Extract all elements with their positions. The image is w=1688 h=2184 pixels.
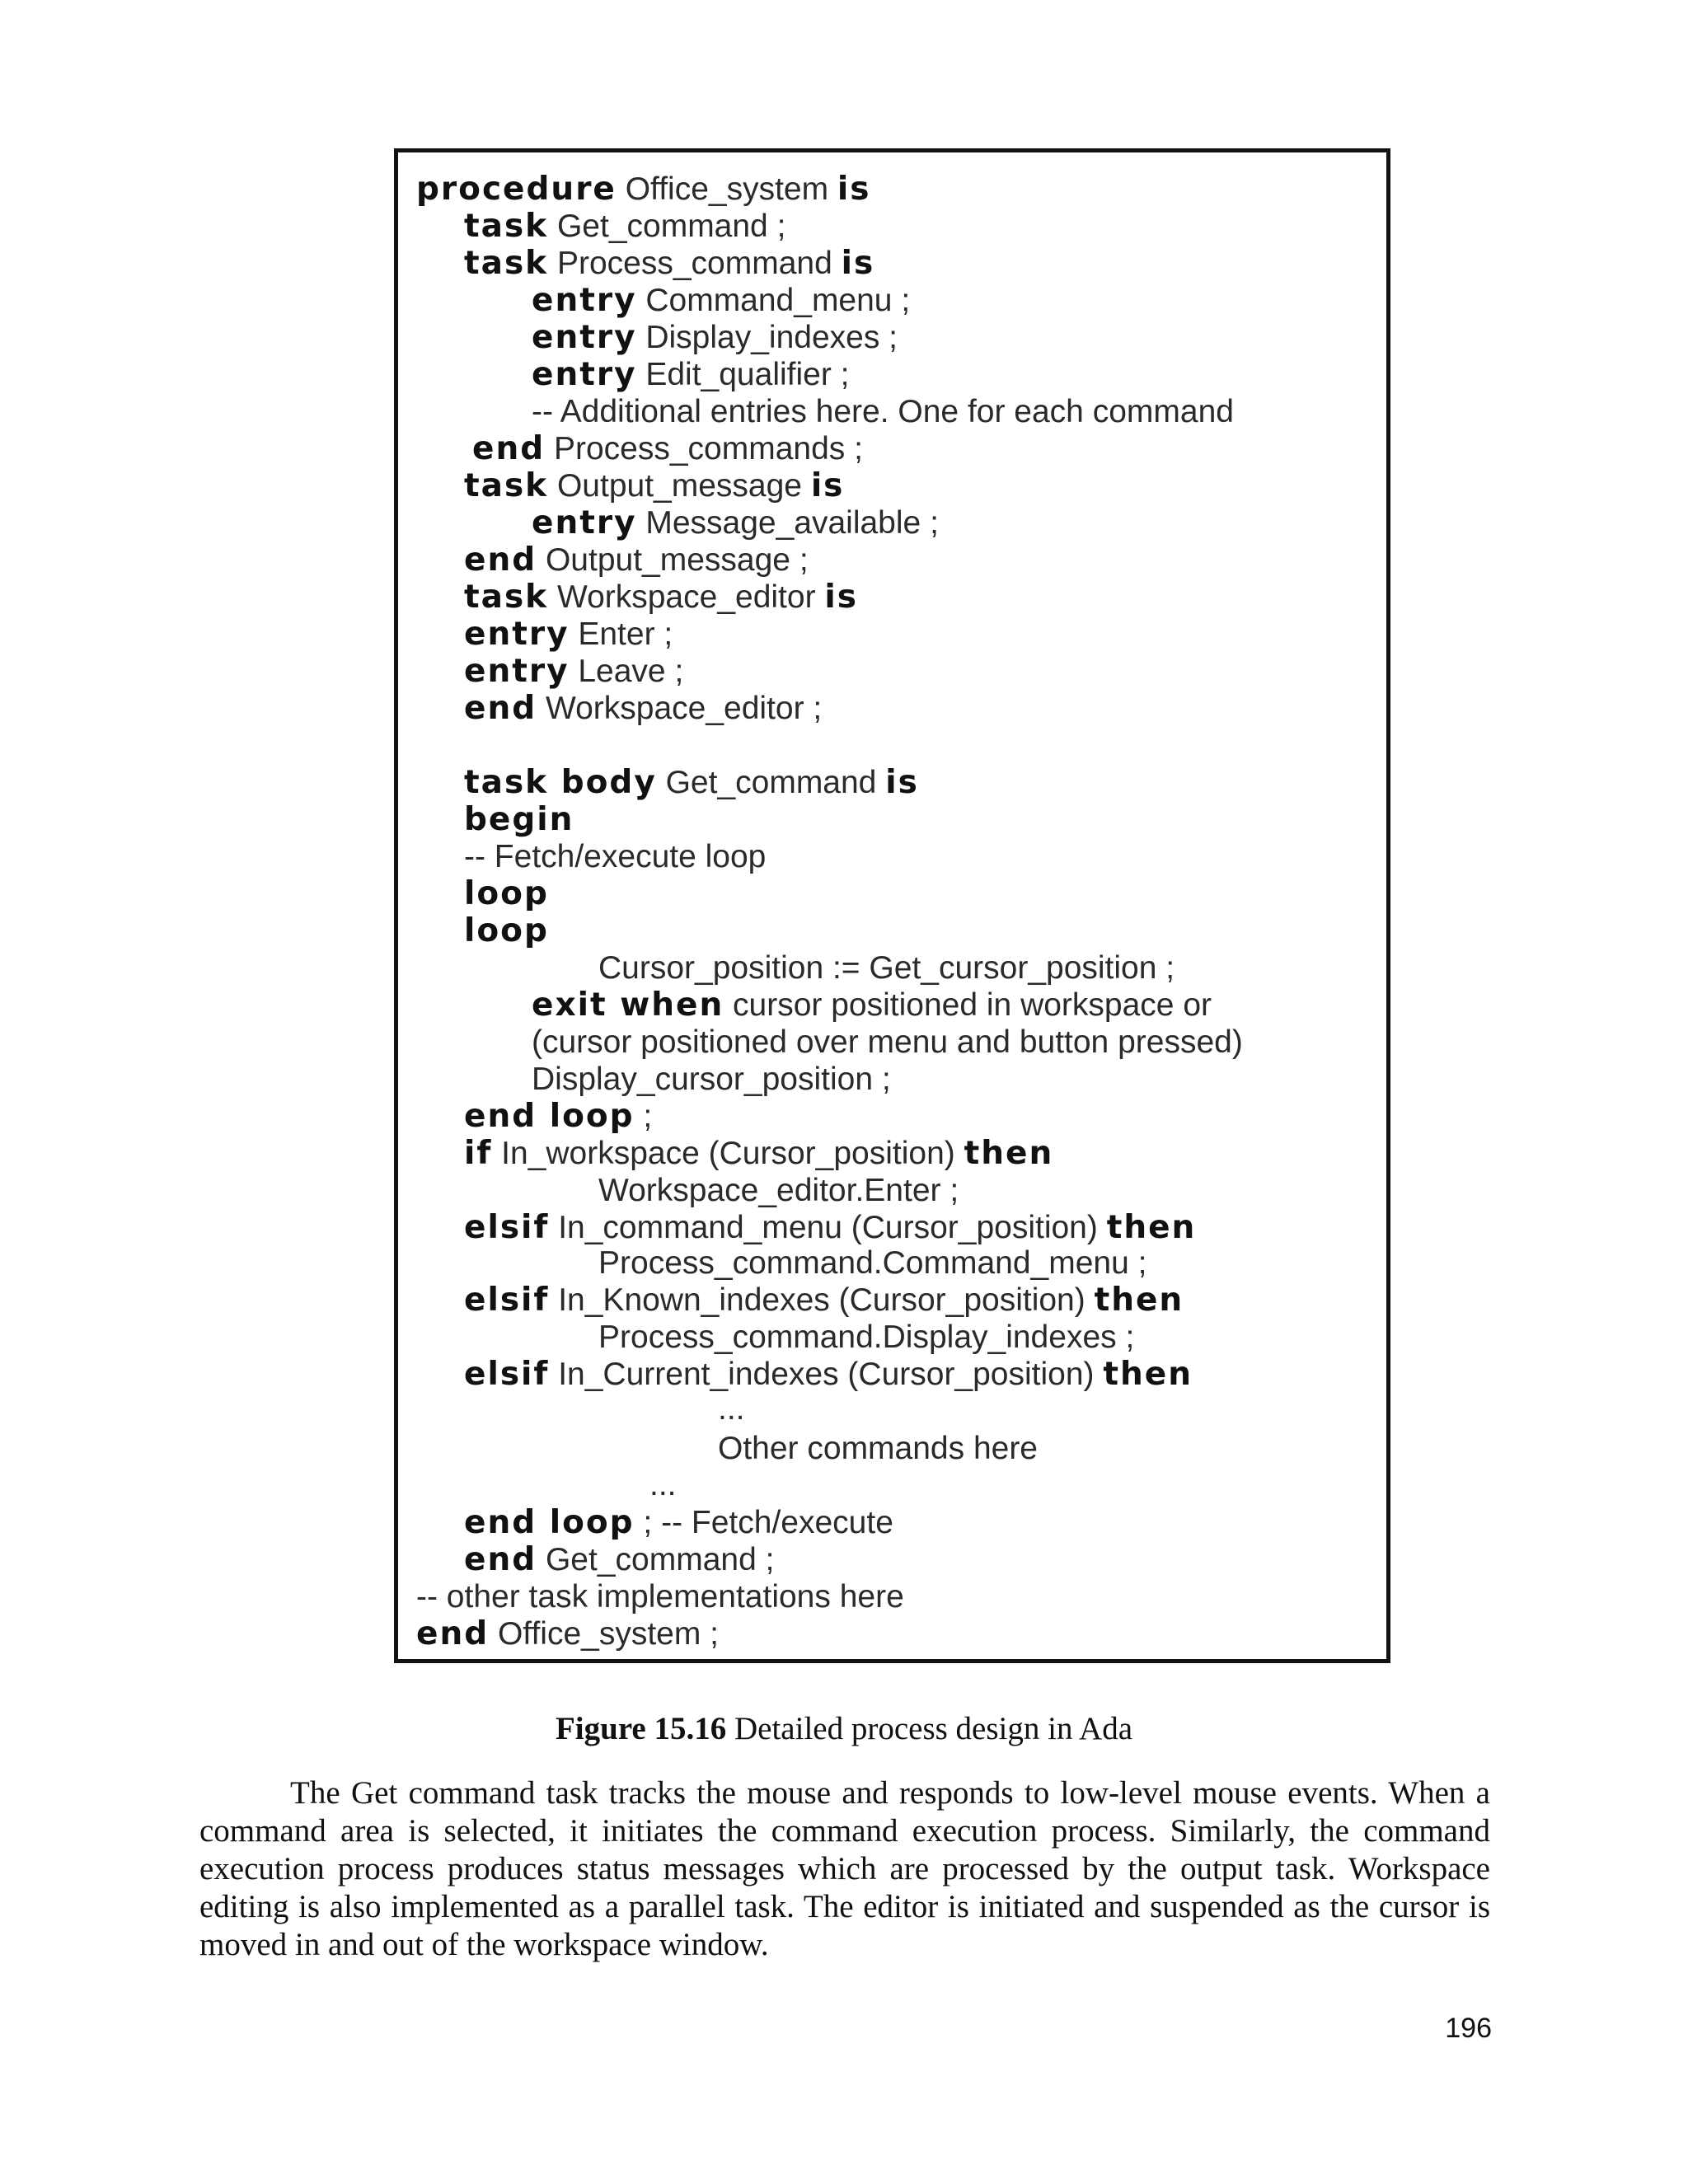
code-line xyxy=(416,1578,904,1615)
code-line xyxy=(598,1319,1134,1356)
code-text: Output_message ; xyxy=(537,542,809,578)
code-line xyxy=(598,949,1175,987)
code-line xyxy=(464,1504,893,1541)
code-text: Workspace_editor xyxy=(548,579,825,615)
code-keyword: then xyxy=(1103,1356,1193,1393)
code-line xyxy=(472,430,863,467)
code-text: Display_cursor_position ; xyxy=(532,1062,891,1097)
code-line xyxy=(464,541,809,579)
code-keyword: entry xyxy=(532,504,637,541)
code-keyword: exit when xyxy=(532,987,724,1024)
figure-caption-text: Detailed process design in Ada xyxy=(726,1711,1133,1746)
code-line xyxy=(416,1615,719,1652)
code-text: ; xyxy=(634,1099,653,1134)
code-text: (cursor positioned over menu and button pressed) xyxy=(532,1024,1243,1060)
code-line xyxy=(532,282,910,319)
code-keyword: entry xyxy=(532,319,637,356)
code-text: ... xyxy=(649,1467,677,1502)
code-line xyxy=(532,393,1234,430)
code-text: Leave ; xyxy=(569,654,684,689)
code-keyword: then xyxy=(1106,1209,1197,1246)
code-text: Process_command.Display_indexes ; xyxy=(598,1319,1135,1355)
code-line xyxy=(532,1024,1243,1061)
code-text: Office_system xyxy=(616,171,837,207)
code-text: Get_command xyxy=(656,765,886,800)
code-text: In_Known_indexes (Cursor_position) xyxy=(549,1282,1095,1318)
code-text: Workspace_editor.Enter ; xyxy=(598,1173,959,1208)
code-text: -- other task implementations here xyxy=(416,1579,904,1615)
code-line xyxy=(416,171,871,208)
code-text: cursor positioned in workspace or xyxy=(724,987,1212,1023)
code-line xyxy=(464,875,549,912)
figure-caption-label: Figure 15.16 xyxy=(555,1711,727,1746)
code-line xyxy=(532,1061,891,1098)
code-line xyxy=(649,1466,677,1503)
code-keyword: begin xyxy=(464,801,574,838)
code-line xyxy=(464,1541,774,1578)
code-line xyxy=(464,208,785,245)
code-keyword: procedure xyxy=(416,171,617,208)
code-text: Command_menu ; xyxy=(636,283,911,318)
code-line xyxy=(532,356,850,393)
code-text: Workspace_editor ; xyxy=(537,691,823,726)
body-paragraph: The Get command task tracks the mouse and responds to low-level mouse events. When a command area is selected, it initiates the command execution process. Similarly, the command execution process produces status messages which are processed by the output task. Workspace editing is also implemented as a parallel task. The editor is initiated and suspended as the cursor is moved in and out of the workspace window. xyxy=(199,1775,1490,1962)
code-keyword: end xyxy=(464,541,537,579)
code-keyword: is xyxy=(824,579,858,616)
code-text: Office_system ; xyxy=(489,1616,720,1652)
code-keyword: end xyxy=(464,1541,537,1578)
code-keyword: then xyxy=(1094,1282,1184,1319)
code-text: In_workspace (Cursor_position) xyxy=(492,1136,964,1171)
code-text: In_command_menu (Cursor_position) xyxy=(549,1210,1107,1245)
code-keyword: elsif xyxy=(464,1209,550,1246)
code-keyword: entry xyxy=(464,616,570,653)
code-text: In_Current_indexes (Cursor_position) xyxy=(549,1357,1104,1392)
code-keyword: then xyxy=(964,1135,1054,1172)
code-keyword: is xyxy=(837,171,871,208)
code-line xyxy=(464,616,673,653)
code-text: Get_command ; xyxy=(548,209,786,244)
code-text: -- Additional entries here. One for each command xyxy=(532,394,1234,429)
code-line xyxy=(464,653,683,690)
code-text: Process_command xyxy=(548,246,842,281)
code-text: Output_message xyxy=(548,468,811,504)
code-keyword: elsif xyxy=(464,1356,550,1393)
code-keyword: end xyxy=(416,1615,490,1652)
code-keyword: is xyxy=(841,245,875,282)
code-line xyxy=(532,319,898,356)
code-keyword: end loop xyxy=(464,1098,635,1135)
code-text: Enter ; xyxy=(569,616,673,652)
code-text: -- Fetch/execute loop xyxy=(464,839,767,874)
code-text: Edit_qualifier ; xyxy=(636,357,850,392)
code-text: Other commands here xyxy=(718,1431,1039,1466)
code-line xyxy=(464,467,844,504)
code-keyword: if xyxy=(464,1135,493,1172)
code-keyword: entry xyxy=(464,653,570,690)
code-keyword: is xyxy=(885,764,919,801)
code-keyword: loop xyxy=(464,875,549,912)
code-line xyxy=(464,245,874,282)
code-keyword: task xyxy=(464,208,549,245)
code-line xyxy=(598,1244,1146,1282)
code-line xyxy=(464,838,766,875)
code-line xyxy=(718,1430,1038,1467)
figure-caption xyxy=(0,1710,1688,1747)
code-text: Message_available ; xyxy=(636,505,939,541)
code-line xyxy=(464,1356,1193,1393)
code-text: Cursor_position := Get_cursor_position ; xyxy=(598,950,1175,986)
code-text: ... xyxy=(718,1391,745,1427)
code-keyword: entry xyxy=(532,282,637,319)
code-keyword: task xyxy=(464,579,549,616)
code-listing-box xyxy=(394,148,1390,1663)
code-line xyxy=(464,764,919,801)
code-text: Process_commands ; xyxy=(545,431,863,466)
code-text: Process_command.Command_menu ; xyxy=(598,1245,1147,1281)
code-keyword: elsif xyxy=(464,1282,550,1319)
code-line xyxy=(464,1282,1184,1319)
code-text: Get_command ; xyxy=(537,1542,775,1577)
code-keyword: entry xyxy=(532,356,637,393)
code-line xyxy=(464,690,822,727)
code-line xyxy=(532,987,1212,1024)
code-line xyxy=(464,1135,1053,1172)
code-keyword: loop xyxy=(464,912,549,949)
code-line xyxy=(464,801,574,838)
code-line xyxy=(532,504,939,541)
code-line xyxy=(464,579,858,616)
page-number: 196 xyxy=(1445,2013,1492,2044)
code-text: ; -- Fetch/execute xyxy=(634,1505,893,1540)
code-keyword: task xyxy=(464,245,549,282)
code-keyword: task xyxy=(464,467,549,504)
code-line xyxy=(464,912,549,949)
code-keyword: end xyxy=(464,690,537,727)
code-keyword: is xyxy=(810,467,845,504)
code-keyword: task body xyxy=(464,764,657,801)
code-line xyxy=(718,1390,745,1427)
code-line xyxy=(598,1172,959,1209)
code-text: Display_indexes ; xyxy=(636,320,898,355)
code-keyword: end loop xyxy=(464,1504,635,1541)
code-line xyxy=(464,1098,652,1135)
code-keyword: end xyxy=(472,430,546,467)
code-line xyxy=(464,1209,1196,1246)
